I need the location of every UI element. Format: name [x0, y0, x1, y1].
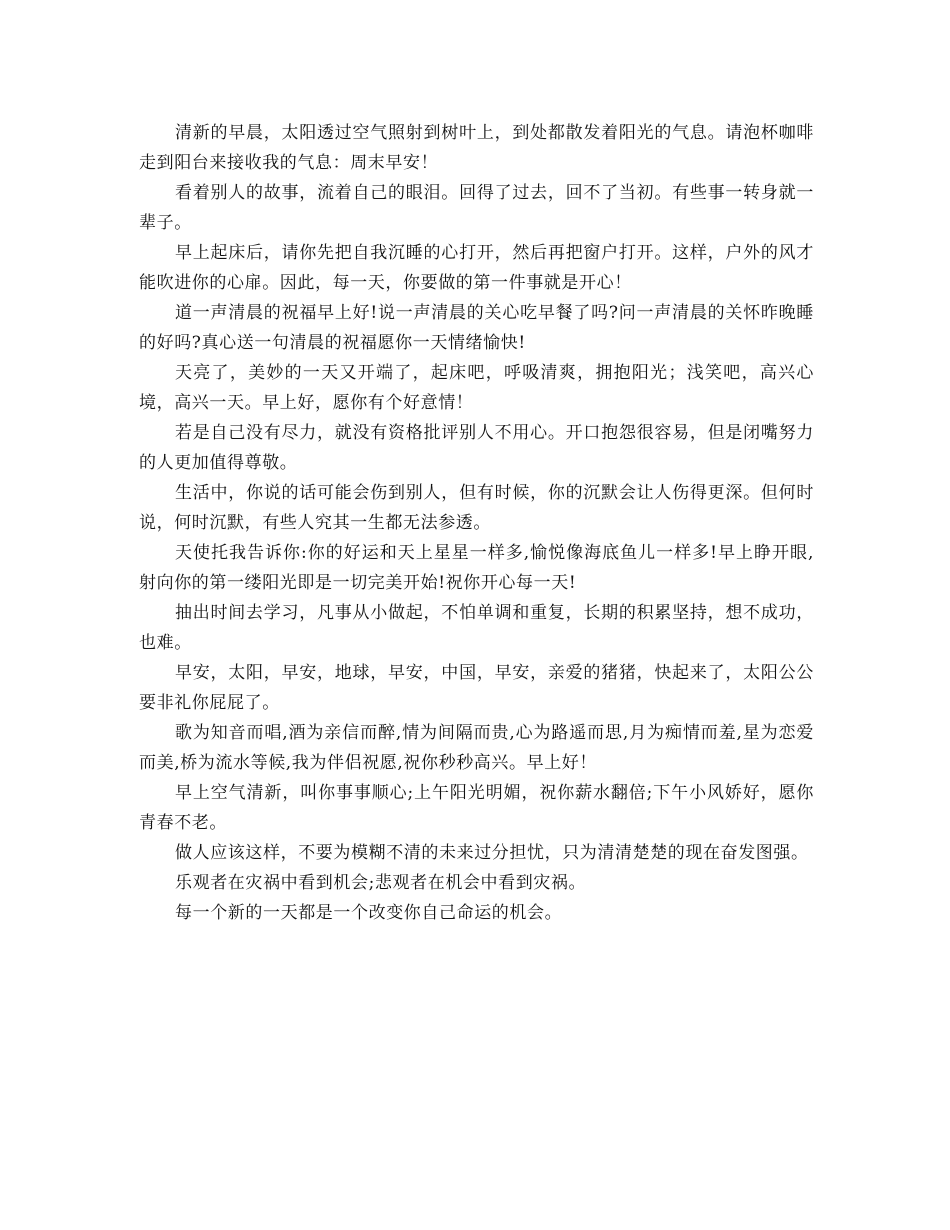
- paragraph-15: 每一个新的一天都是一个改变你自己命运的机会。: [175, 903, 563, 923]
- paragraph-14: 乐观者在灾祸中看到机会;悲观者在机会中看到灾祸。: [175, 873, 587, 893]
- paragraph-13: 做人应该这样，不要为模糊不清的未来过分担忧，只为清清楚楚的现在奋发图强。: [175, 843, 809, 863]
- paragraph-5: 天亮了，美妙的一天又开端了，起床吧，呼吸清爽，拥抱阳光；浅笑吧，高兴心境，高兴一天。早上好，愿你有个好意情！: [139, 363, 814, 413]
- paragraph-9: 抽出时间去学习，凡事从小做起，不怕单调和重复，长期的积累坚持，想不成功，也难。: [139, 603, 814, 653]
- paragraph-12: 早上空气清新，叫你事事顺心;上午阳光明媚，祝你薪水翻倍;下午小风娇好，愿你青春不老。: [139, 783, 814, 833]
- document-body: [139, 118, 814, 928]
- paragraph-7: 生活中，你说的话可能会伤到别人，但有时候，你的沉默会让人伤得更深。但何时说，何时沉默，有些人究其一生都无法参透。: [139, 483, 814, 533]
- paragraph-4: 道一声清晨的祝福早上好!说一声清晨的关心吃早餐了吗?问一声清晨的关怀昨晚睡的好吗?真心送一句清晨的祝福愿你一天情绪愉快!: [139, 303, 814, 353]
- paragraph-10: 早安，太阳，早安，地球，早安，中国，早安，亲爱的猪猪，快起来了，太阳公公要非礼你屁屁了。: [139, 663, 814, 713]
- paragraph-11: 歌为知音而唱,酒为亲信而醉,情为间隔而贵,心为路遥而思,月为痴情而羞,星为恋爱而美,桥为流水等候,我为伴侣祝愿,祝你秒秒高兴。早上好！: [139, 723, 814, 773]
- paragraph-3: 早上起床后，请你先把自我沉睡的心打开，然后再把窗户打开。这样，户外的风才能吹进你的心扉。因此，每一天，你要做的第一件事就是开心！: [139, 243, 814, 293]
- paragraph-1: 清新的早晨，太阳透过空气照射到树叶上，到处都散发着阳光的气息。请泡杯咖啡走到阳台来接收我的气息：周末早安！: [139, 123, 814, 173]
- paragraph-2: 看着别人的故事，流着自己的眼泪。回得了过去，回不了当初。有些事一转身就一辈子。: [139, 183, 814, 233]
- paragraph-6: 若是自己没有尽力，就没有资格批评别人不用心。开口抱怨很容易，但是闭嘴努力的人更加值得尊敬。: [139, 423, 814, 473]
- paragraph-8: 天使托我告诉你:你的好运和天上星星一样多,愉悦像海底鱼儿一样多!早上睁开眼,射向你的第一缕阳光即是一切完美开始!祝你开心每一天!: [139, 543, 814, 593]
